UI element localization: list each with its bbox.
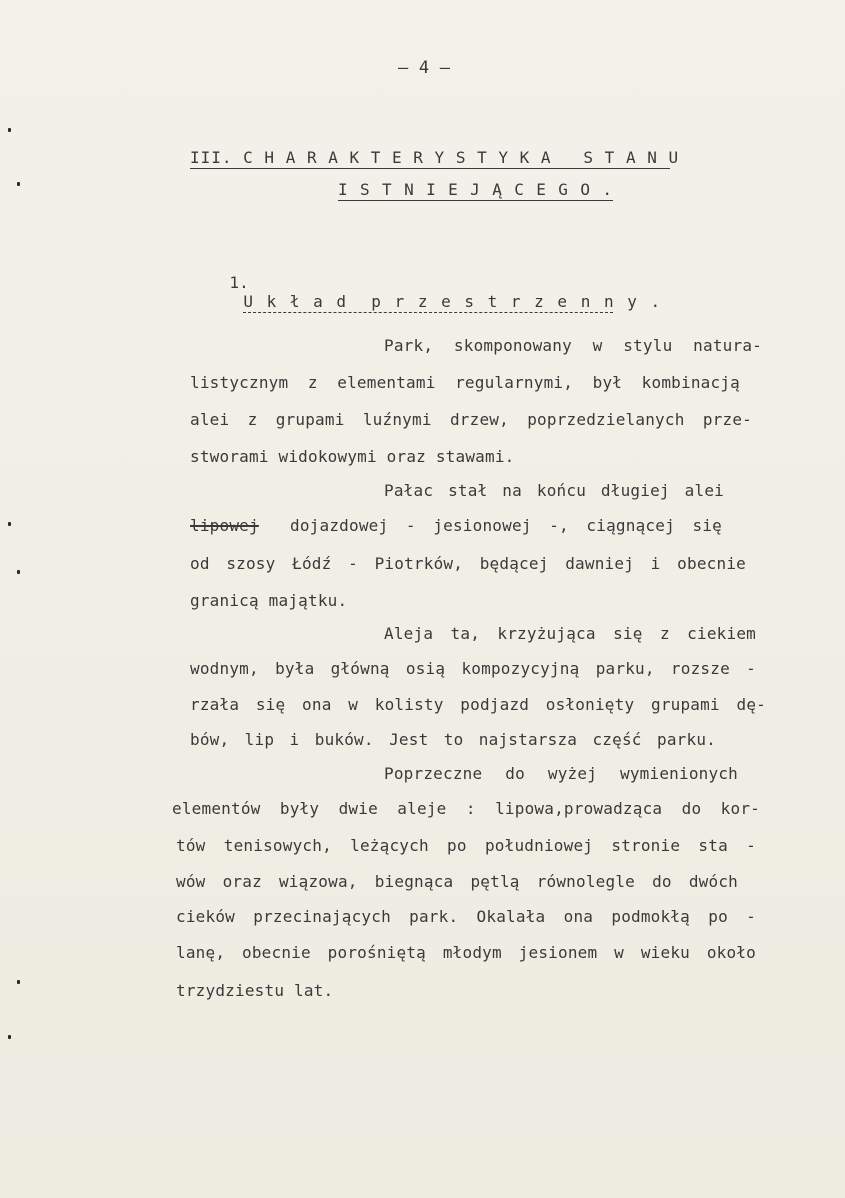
- punch-mark: [17, 570, 20, 574]
- punch-mark: [17, 182, 20, 186]
- paragraph-line: bów, lip i buków. Jest to najstarsza część parku.: [190, 730, 716, 749]
- paragraph-line: tów tenisowych, leżących po południowej stronie sta -: [176, 836, 756, 855]
- paragraph-line: cieków przecinających park. Okalała ona podmokłą po -: [176, 907, 756, 926]
- section-number: 1.: [229, 273, 250, 292]
- section-title: U k ł a d p r z e s t r z e n n y .: [243, 292, 663, 311]
- paragraph-line: elementów były dwie aleje : lipowa,prowadząca do kor-: [172, 799, 760, 818]
- punch-mark: [8, 128, 11, 132]
- line-rest: dojazdowej - jesionowej -, ciągnącej się: [290, 516, 722, 535]
- paragraph-line: rzała się ona w kolisty podjazd osłonięty grupami dę-: [190, 695, 766, 714]
- paragraph-line: alei z grupami luźnymi drzew, poprzedzielanych prze-: [190, 410, 752, 429]
- paragraph-line: Park, skomponowany w stylu natura-: [384, 336, 762, 355]
- paragraph-line: Pałac stał na końcu długiej alei: [384, 481, 724, 500]
- paragraph-line: lanę, obecnie porośniętą młodym jesionem w wieku około: [176, 943, 756, 962]
- paragraph-line: granicą majątku.: [190, 591, 348, 610]
- section-heading: [190, 254, 663, 332]
- punch-mark: [17, 980, 20, 984]
- struck-word: lipowej: [190, 516, 259, 535]
- paragraph-line: trzydziestu lat.: [176, 981, 334, 1000]
- page-number: — 4 —: [398, 58, 451, 78]
- heading-line-1: III. C H A R A K T E R Y S T Y K A S T A N U: [190, 148, 680, 167]
- paragraph-line: wodnym, była główną osią kompozycyjną parku, rozsze -: [190, 659, 756, 678]
- paragraph-line: Aleja ta, krzyżująca się z ciekiem: [384, 624, 756, 643]
- paragraph-line: stworami widokowymi oraz stawami.: [190, 447, 515, 466]
- paragraph-line: od szosy Łódź - Piotrków, będącej dawniej i obecnie: [190, 554, 746, 573]
- paragraph-line: wów oraz wiązowa, biegnąca pętlą równolegle do dwóch: [176, 872, 738, 891]
- paragraph-line: Poprzeczne do wyżej wymienionych: [384, 764, 738, 783]
- paragraph-line: listycznym z elementami regularnymi, był kombinacją: [190, 373, 740, 392]
- heading-line-2: I S T N I E J Ą C E G O .: [338, 180, 613, 199]
- punch-mark: [8, 522, 11, 526]
- punch-mark: [8, 1035, 11, 1039]
- paragraph-line-with-strike: [190, 516, 722, 535]
